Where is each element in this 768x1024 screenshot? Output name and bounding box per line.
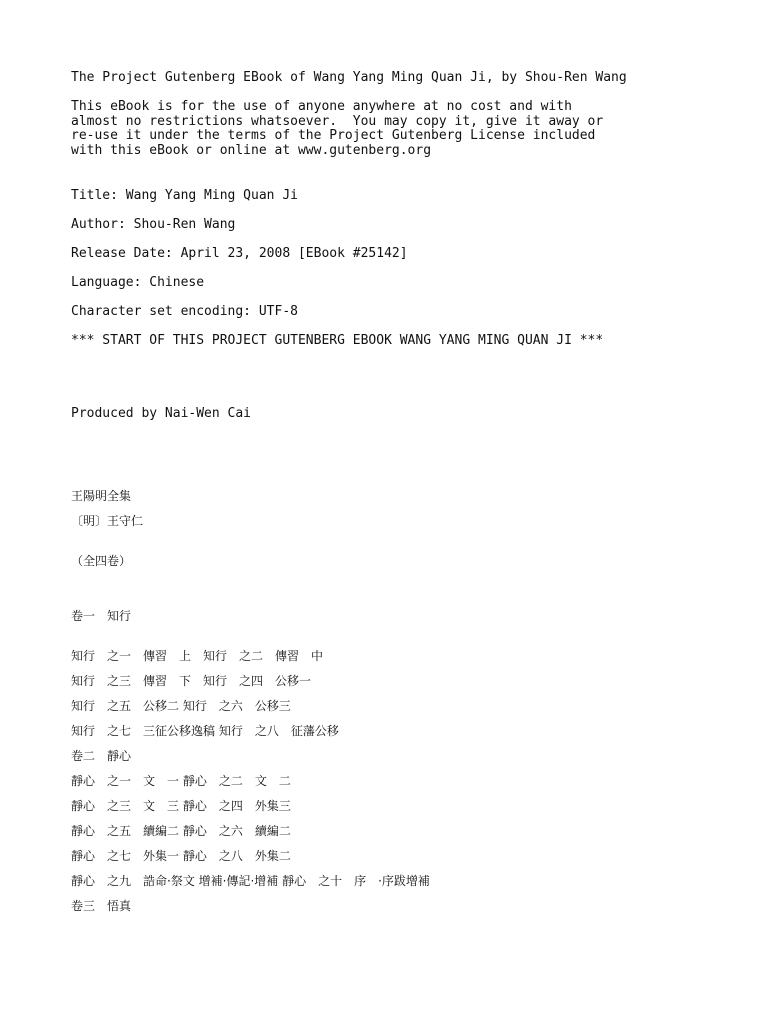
meta-author: Author: Shou-Ren Wang bbox=[71, 217, 236, 232]
license-line: This eBook is for the use of anyone anywhere at no cost and with bbox=[71, 99, 572, 114]
volumes-note: （全四卷） bbox=[71, 554, 132, 568]
toc-volume-heading: 卷二 靜心 bbox=[71, 749, 132, 763]
book-author-cn: 〔明〕王守仁 bbox=[71, 514, 144, 528]
license-line: with this eBook or online at www.gutenberg.org bbox=[71, 143, 432, 158]
toc-entry: 知行 之七 三征公移逸稿 知行 之八 征藩公移 bbox=[71, 724, 339, 738]
license-line: re-use it under the terms of the Project Gutenberg License included bbox=[71, 128, 596, 143]
produced-by: Produced by Nai-Wen Cai bbox=[71, 406, 252, 421]
meta-language: Language: Chinese bbox=[71, 275, 205, 290]
toc-volume-heading: 卷三 悟真 bbox=[71, 899, 132, 913]
meta-release-date: Release Date: April 23, 2008 [EBook #25142] bbox=[71, 246, 408, 261]
start-marker: *** START OF THIS PROJECT GUTENBERG EBOOK WANG YANG MING QUAN JI *** bbox=[71, 333, 604, 348]
toc-entry: 靜心 之一 文 一 靜心 之二 文 二 bbox=[71, 774, 291, 788]
ebook-header-line: The Project Gutenberg EBook of Wang Yang Ming Quan Ji, by Shou-Ren Wang bbox=[71, 70, 627, 85]
meta-encoding: Character set encoding: UTF-8 bbox=[71, 304, 298, 319]
toc-entry: 靜心 之五 續編二 靜心 之六 續編二 bbox=[71, 824, 291, 838]
license-line: almost no restrictions whatsoever. You may copy it, give it away or bbox=[71, 114, 604, 129]
toc-entry: 靜心 之九 誥命·祭文 增補·傳記·增補 靜心 之十 序 ·序跋增補 bbox=[71, 874, 430, 888]
toc-entry: 知行 之五 公移二 知行 之六 公移三 bbox=[71, 699, 291, 713]
toc-entry: 靜心 之七 外集一 靜心 之八 外集二 bbox=[71, 849, 291, 863]
book-title-cn: 王陽明全集 bbox=[71, 489, 132, 503]
toc-entry: 靜心 之三 文 三 靜心 之四 外集三 bbox=[71, 799, 291, 813]
meta-title: Title: Wang Yang Ming Quan Ji bbox=[71, 188, 298, 203]
toc-volume-heading: 卷一 知行 bbox=[71, 609, 132, 623]
toc-entry: 知行 之一 傳習 上 知行 之二 傳習 中 bbox=[71, 649, 324, 663]
toc-entry: 知行 之三 傳習 下 知行 之四 公移一 bbox=[71, 674, 312, 688]
